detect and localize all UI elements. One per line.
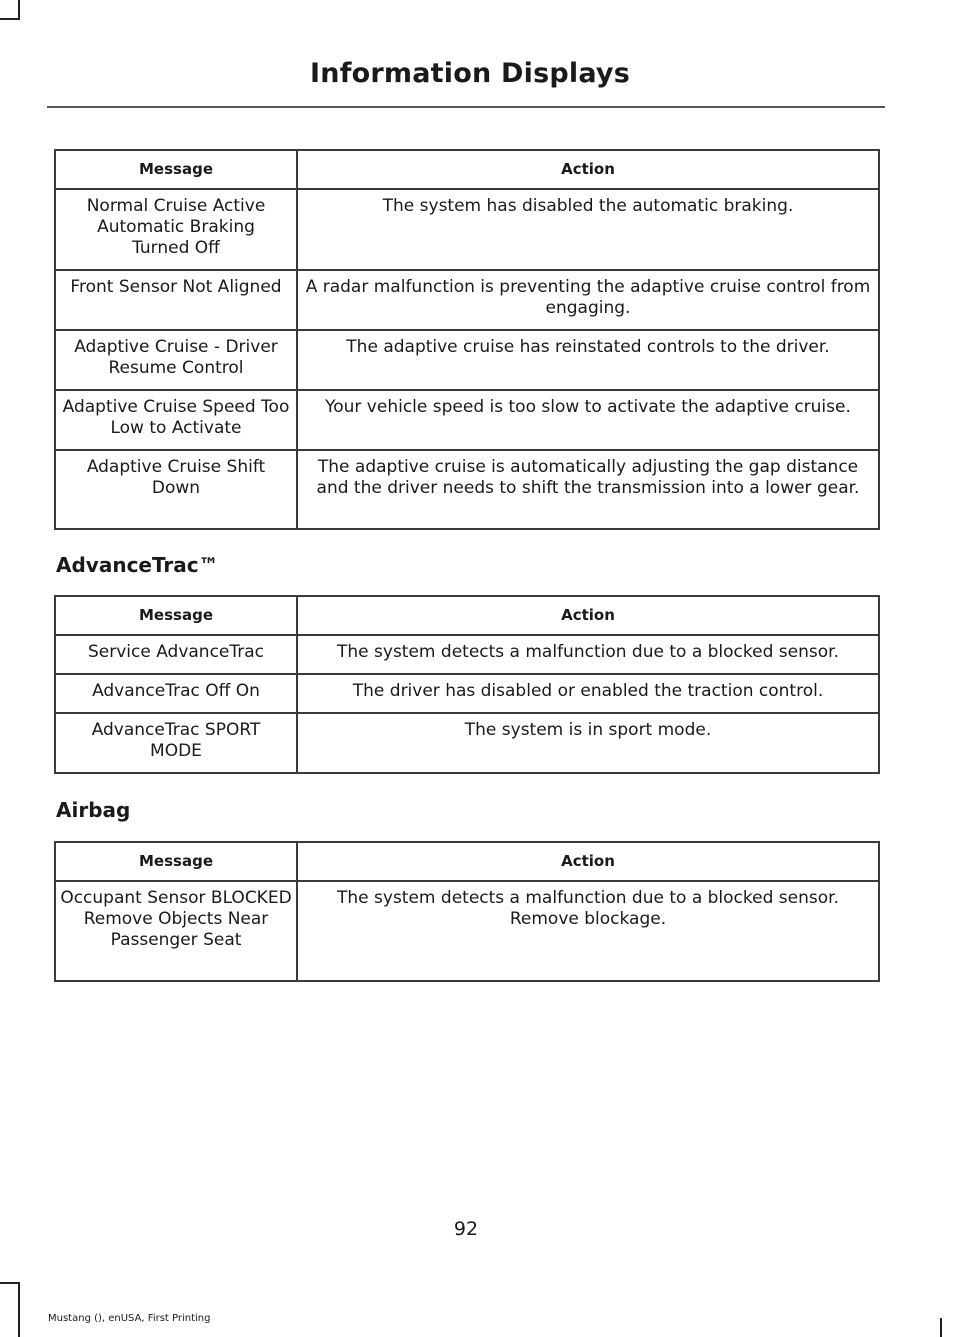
column-header-message: Message — [55, 150, 297, 189]
action-cell: The system detects a malfunction due to a blocked sensor. — [297, 635, 879, 674]
table-row — [55, 881, 879, 981]
table-row — [55, 713, 879, 773]
message-cell: Adaptive Cruise - Driver Resume Control — [55, 330, 297, 390]
message-cell: Occupant Sensor BLOCKED Remove Objects Near Passenger Seat — [55, 881, 297, 981]
column-header-action: Action — [297, 150, 879, 189]
message-cell: Service AdvanceTrac — [55, 635, 297, 674]
footer-edition: Mustang (), enUSA, First Printing — [48, 1313, 211, 1324]
column-header-action: Action — [297, 842, 879, 881]
column-header-action: Action — [297, 596, 879, 635]
crop-mark — [940, 1318, 942, 1337]
message-cell: Adaptive Cruise Speed Too Low to Activate — [55, 390, 297, 450]
action-cell: The adaptive cruise has reinstated controls to the driver. — [297, 330, 879, 390]
message-cell: Adaptive Cruise Shift Down — [55, 450, 297, 529]
column-header-message: Message — [55, 842, 297, 881]
message-cell: Normal Cruise Active Automatic Braking Turned Off — [55, 189, 297, 270]
message-cell: AdvanceTrac SPORT MODE — [55, 713, 297, 773]
table-row — [55, 674, 879, 713]
crop-mark — [18, 0, 20, 18]
action-cell: The system detects a malfunction due to a blocked sensor. Remove blockage. — [297, 881, 879, 981]
table-row — [55, 450, 879, 529]
action-cell: The adaptive cruise is automatically adjusting the gap distance and the driver needs to shift the transmission into a lower gear. — [297, 450, 879, 529]
action-cell: The driver has disabled or enabled the traction control. — [297, 674, 879, 713]
crop-mark — [18, 1282, 20, 1337]
table-header-row — [55, 596, 879, 635]
header-divider — [47, 106, 885, 108]
table-header-row — [55, 842, 879, 881]
table-row — [55, 270, 879, 330]
page-title: Information Displays — [310, 58, 630, 89]
table-row — [55, 189, 879, 270]
column-header-message: Message — [55, 596, 297, 635]
table-row — [55, 635, 879, 674]
crop-mark — [0, 18, 20, 20]
table-header-row — [55, 150, 879, 189]
airbag-messages-table — [54, 841, 880, 982]
table-row — [55, 390, 879, 450]
message-cell: AdvanceTrac Off On — [55, 674, 297, 713]
page-number: 92 — [453, 1218, 479, 1240]
action-cell: Your vehicle speed is too slow to activate the adaptive cruise. — [297, 390, 879, 450]
crop-mark — [0, 1282, 20, 1284]
section-title-advancetrac: AdvanceTrac™ — [56, 553, 219, 577]
message-cell: Front Sensor Not Aligned — [55, 270, 297, 330]
advancetrac-messages-table — [54, 595, 880, 774]
action-cell: A radar malfunction is preventing the adaptive cruise control from engaging. — [297, 270, 879, 330]
section-title-airbag: Airbag — [56, 798, 131, 822]
action-cell: The system has disabled the automatic braking. — [297, 189, 879, 270]
cruise-messages-table — [54, 149, 880, 530]
action-cell: The system is in sport mode. — [297, 713, 879, 773]
table-row — [55, 330, 879, 390]
